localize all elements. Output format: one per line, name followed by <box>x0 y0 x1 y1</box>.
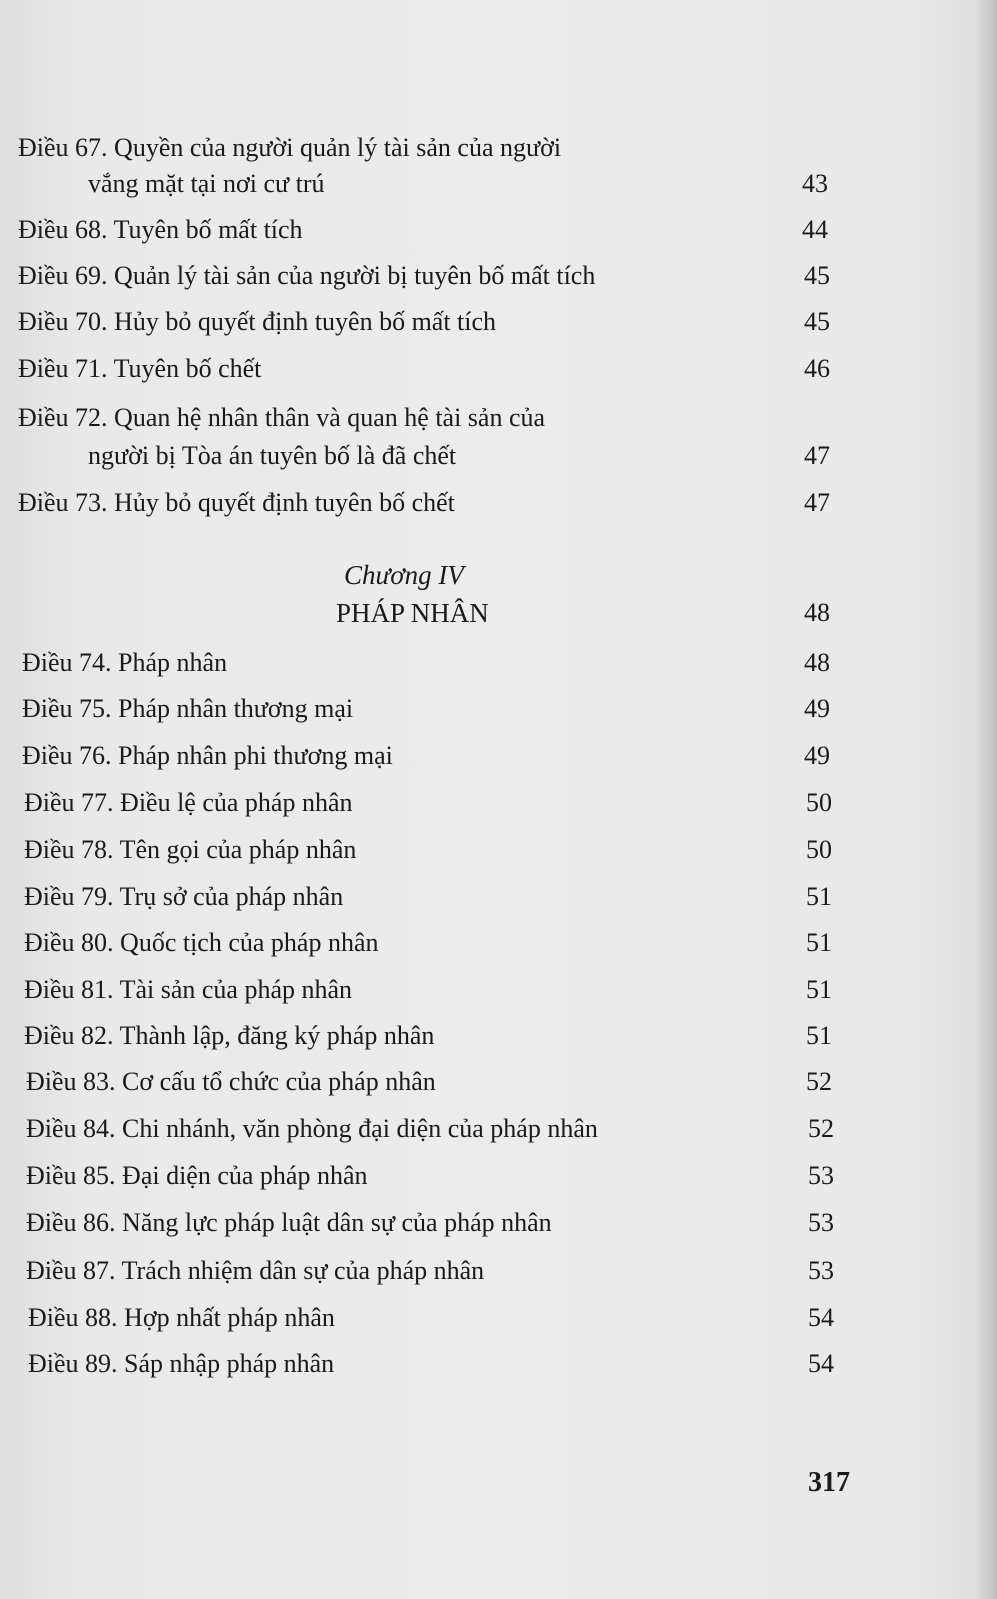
toc-entry <box>0 1059 997 1105</box>
toc-entry-label: Điều 83. Cơ cấu tổ chức của pháp nhân <box>26 1067 436 1096</box>
toc-entry-page: 53 <box>808 1161 834 1190</box>
toc-entry-page: 46 <box>804 354 830 383</box>
toc-entry-page: 43 <box>802 169 828 198</box>
toc-entry-label: Điều 87. Trách nhiệm dân sự của pháp nhân <box>26 1256 485 1285</box>
toc-entry-label: người bị Tòa án tuyên bố là đã chết <box>88 441 457 470</box>
chapter-number: Chương IV <box>344 560 464 590</box>
page-number: 317 <box>808 1467 850 1498</box>
toc-entry-page: 53 <box>808 1256 834 1285</box>
toc-entry <box>0 967 997 1013</box>
toc-entry <box>0 433 997 479</box>
toc-entry <box>0 780 997 826</box>
toc-entry-label: vắng mặt tại nơi cư trú <box>88 169 325 198</box>
toc-entry-label: Điều 86. Năng lực pháp luật dân sự của pháp nhân <box>26 1208 552 1237</box>
toc-entry-page: 47 <box>804 441 830 470</box>
toc-entry <box>0 1200 997 1246</box>
toc-entry <box>0 1248 997 1294</box>
toc-entry <box>0 480 997 526</box>
toc-entry-label: Điều 73. Hủy bỏ quyết định tuyên bố chết <box>18 488 455 517</box>
toc-entry-page: 47 <box>804 488 830 517</box>
chapter-title: PHÁP NHÂN <box>336 598 489 628</box>
toc-entry-page: 54 <box>808 1349 834 1378</box>
toc-entry-page: 51 <box>806 928 832 957</box>
toc-entry-page: 51 <box>806 975 832 1004</box>
toc-entry-page: 49 <box>804 741 830 770</box>
toc-entry <box>0 299 997 345</box>
toc-entry <box>0 686 997 732</box>
toc-entry-page: 54 <box>808 1303 834 1332</box>
toc-entry-page: 44 <box>802 215 828 244</box>
toc-entry-page: 48 <box>804 648 830 677</box>
toc-entry-label: Điều 79. Trụ sở của pháp nhân <box>24 882 344 911</box>
toc-entry-label: Điều 67. Quyền của người quản lý tài sản của người <box>18 133 562 162</box>
toc-entry-label: Điều 85. Đại diện của pháp nhân <box>26 1161 368 1190</box>
toc-entry-label: Điều 75. Pháp nhân thương mại <box>22 694 354 723</box>
toc-entry-label: Điều 74. Pháp nhân <box>22 648 228 677</box>
toc-entry <box>0 874 997 920</box>
toc-entry <box>0 733 997 779</box>
toc-entry <box>0 346 997 392</box>
toc-entry-page: 45 <box>804 307 830 336</box>
toc-entry-page: 50 <box>806 835 832 864</box>
chapter-page: 48 <box>804 598 830 627</box>
toc-entry <box>0 1013 997 1059</box>
toc-entry-label: Điều 77. Điều lệ của pháp nhân <box>24 788 353 817</box>
toc-entry <box>0 253 997 299</box>
toc-entry <box>0 161 997 207</box>
toc-entry <box>0 1295 997 1341</box>
toc-entry-page: 49 <box>804 694 830 723</box>
toc-entry-page: 52 <box>808 1114 834 1143</box>
toc-entry <box>0 1106 997 1152</box>
toc-entry-label: Điều 89. Sáp nhập pháp nhân <box>28 1349 335 1378</box>
toc-entry-label: Điều 78. Tên gọi của pháp nhân <box>24 835 357 864</box>
toc-entry-label: Điều 71. Tuyên bố chết <box>18 354 262 383</box>
toc-entry-label: Điều 72. Quan hệ nhân thân và quan hệ tài sản của <box>18 403 546 432</box>
toc-entry <box>0 1153 997 1199</box>
toc-entry <box>0 640 997 686</box>
toc-entry-page: 52 <box>806 1067 832 1096</box>
toc-entry-page: 53 <box>808 1208 834 1237</box>
toc-entry-label: Điều 82. Thành lập, đăng ký pháp nhân <box>24 1021 435 1050</box>
toc-entry-page: 50 <box>806 788 832 817</box>
toc-entry-label: Điều 88. Hợp nhất pháp nhân <box>28 1303 335 1332</box>
toc-entry <box>0 1341 997 1387</box>
toc-entry-label: Điều 80. Quốc tịch của pháp nhân <box>24 928 379 957</box>
toc-entry <box>0 207 997 253</box>
toc-entry <box>0 920 997 966</box>
toc-entry-page: 45 <box>804 261 830 290</box>
toc-entry <box>0 827 997 873</box>
toc-entry-label: Điều 69. Quản lý tài sản của người bị tuyên bố mất tích <box>18 261 596 290</box>
toc-entry-label: Điều 76. Pháp nhân phi thương mại <box>22 741 393 770</box>
toc-entry-page: 51 <box>806 882 832 911</box>
toc-entry-label: Điều 84. Chi nhánh, văn phòng đại diện của pháp nhân <box>26 1114 598 1143</box>
toc-entry-label: Điều 81. Tài sản của pháp nhân <box>24 975 353 1004</box>
toc-entry-page: 51 <box>806 1021 832 1050</box>
toc-entry-label: Điều 68. Tuyên bố mất tích <box>18 215 303 244</box>
toc-entry-label: Điều 70. Hủy bỏ quyết định tuyên bố mất tích <box>18 307 497 336</box>
